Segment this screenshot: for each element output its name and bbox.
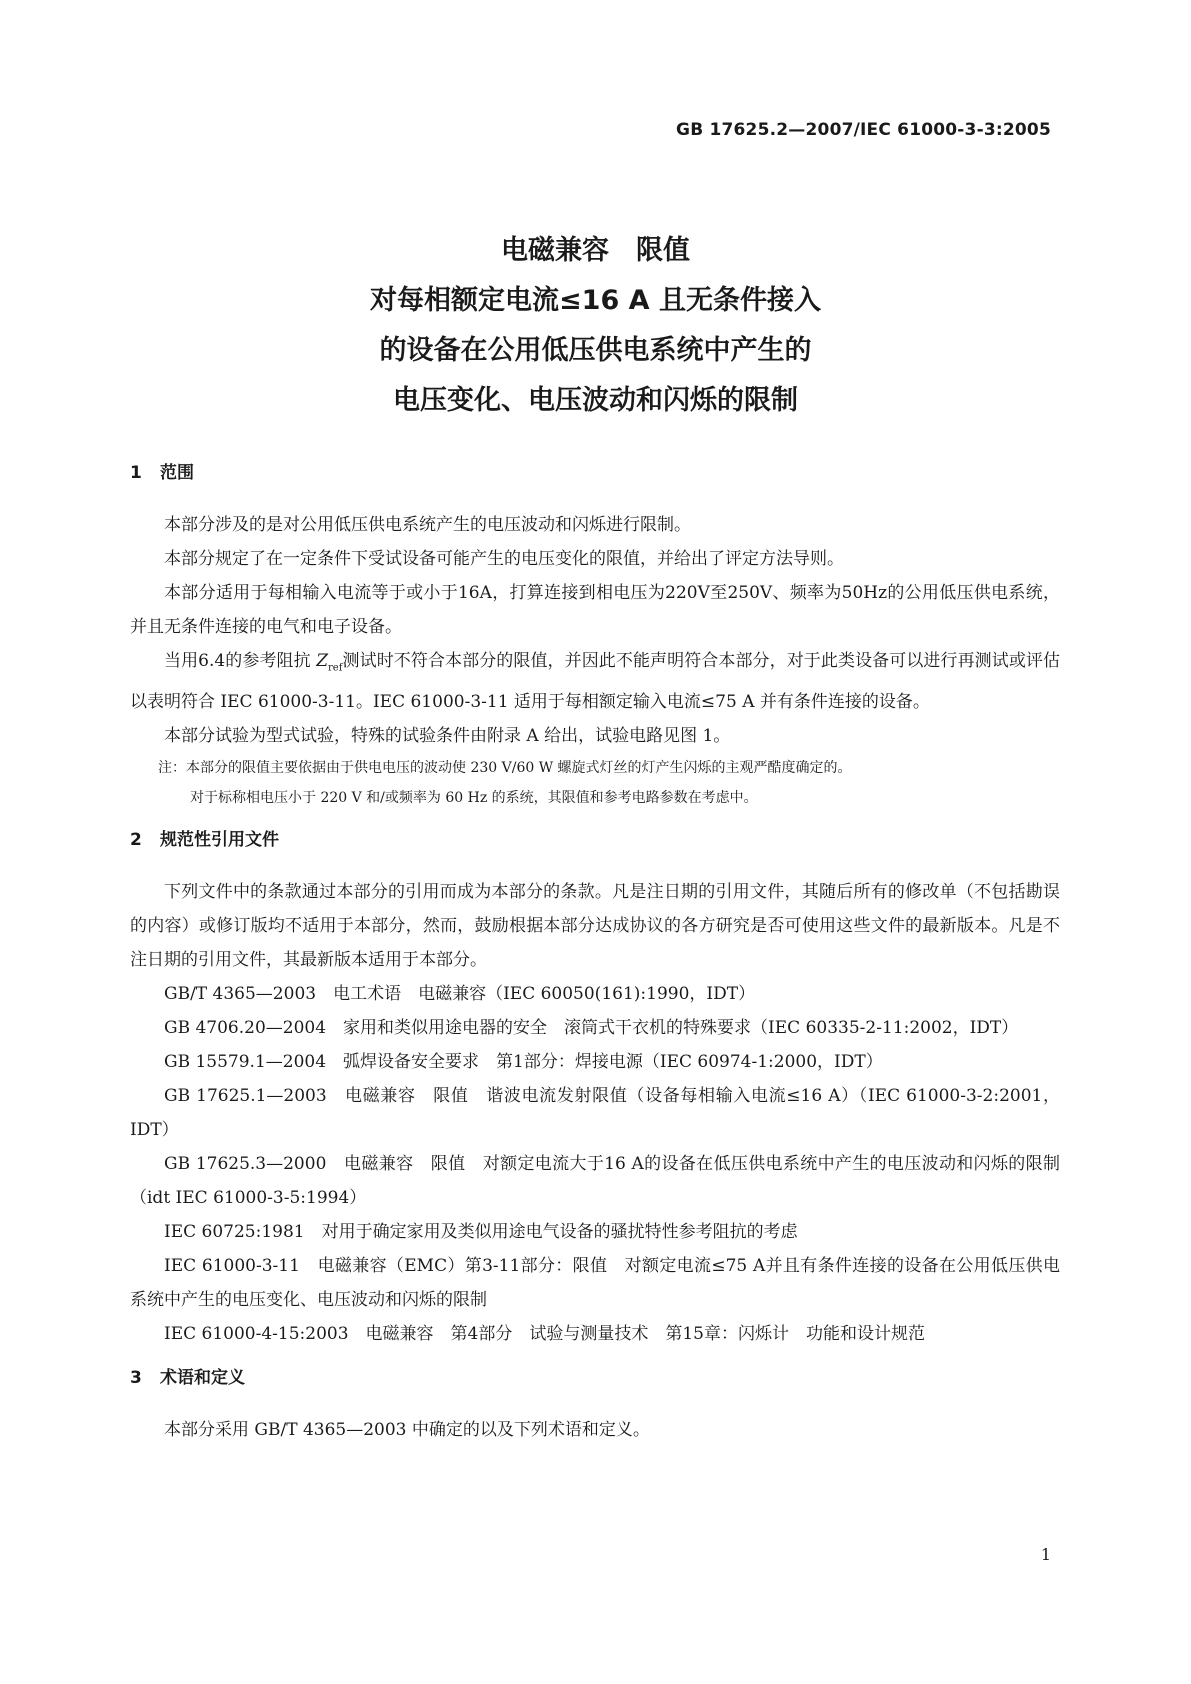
section-number: 2	[130, 830, 142, 851]
document-body	[130, 456, 1060, 1447]
title-line-3: 的设备在公用低压供电系统中产生的	[379, 335, 812, 366]
page-number: 1	[1040, 1545, 1051, 1564]
z-symbol: Z	[316, 651, 329, 671]
section-1-heading	[130, 456, 1060, 490]
reference-item: GB 15579.1—2004 弧焊设备安全要求 第1部分：焊接电源（IEC 60974-1:2000，IDT）	[164, 1052, 883, 1073]
standard-code: GB 17625.2—2007/IEC 61000-3-3:2005	[676, 120, 1051, 140]
paragraph: 下列文件中的条款通过本部分的引用而成为本部分的条款。凡是注日期的引用文件，其随后所有的修改单（不包括勘误的内容）或修订版均不适用于本部分，然而，鼓励根据本部分达成协议的各方研究是否可使用这些文件的最新版本。凡是不注日期的引用文件，其最新版本适用于本部分。	[130, 882, 1060, 971]
section-number: 3	[130, 1368, 142, 1389]
note-line-1: 注：本部分的限值主要依据由于供电电压的波动使 230 V/60 W 螺旋式灯丝的灯产生闪烁的主观严酷度确定的。	[158, 760, 852, 777]
note-line-2: 对于标称相电压小于 220 V 和/或频率为 60 Hz 的系统，其限值和参考电路参数在考虑中。	[190, 790, 758, 807]
reference-item: GB/T 4365—2003 电工术语 电磁兼容（IEC 60050(161):1990，IDT）	[164, 984, 756, 1005]
section-number: 1	[130, 463, 142, 483]
section-3-heading	[130, 1361, 1060, 1395]
note	[130, 753, 1060, 813]
paragraph: 本部分适用于每相输入电流等于或小于16A，打算连接到相电压为220V至250V、频率为50Hz的公用低压供电系统，并且无条件连接的电气和电子设备。	[130, 583, 1060, 637]
reference-item: GB 4706.20—2004 家用和类似用途电器的安全 滚筒式干衣机的特殊要求（IEC 60335-2-11:2002，IDT）	[164, 1018, 1019, 1039]
paragraph: 本部分涉及的是对公用低压供电系统产生的电压波动和闪烁进行限制。	[164, 515, 691, 535]
reference-item: GB 17625.1—2003 电磁兼容 限值 谐波电流发射限值（设备每相输入电流≤16 A）（IEC 61000-3-2:2001，IDT）	[130, 1086, 1060, 1141]
document-title	[0, 226, 1191, 426]
reference-item: IEC 60725:1981 对用于确定家用及类似用途电气设备的骚扰特性参考阻抗的考虑	[164, 1222, 798, 1243]
title-line-2: 对每相额定电流≤16 A 且无条件接入	[370, 285, 821, 316]
paragraph-impedance: 当用6.4的参考阻抗 $Z_{ref}$测试时不符合本部分的限值，并因此不能声明符合本部分，对于此类设备可以进行再测试或评估以表明符合 IEC 61000-3-11。IEC 61000-3-11 适用于每相额定输入电流≤75 A 并有条件连接的设备。	[130, 651, 1060, 713]
reference-item: GB 17625.3—2000 电磁兼容 限值 对额定电流大于16 A的设备在低压供电系统中产生的电压波动和闪烁的限制（idt IEC 61000-3-5:1994）	[130, 1154, 1060, 1209]
reference-item: IEC 61000-3-11 电磁兼容（EMC）第3-11部分：限值 对额定电流≤75 A并且有条件连接的设备在公用低压供电系统中产生的电压变化、电压波动和闪烁的限制	[130, 1256, 1060, 1311]
section-2-heading	[130, 823, 1060, 857]
section-title: 范围	[160, 463, 194, 483]
paragraph: 本部分采用 GB/T 4365—2003 中确定的以及下列术语和定义。	[164, 1420, 650, 1441]
paragraph: 本部分规定了在一定条件下受试设备可能产生的电压变化的限值，并给出了评定方法导则。	[164, 549, 844, 569]
title-line-1: 电磁兼容 限值	[501, 235, 690, 266]
section-title: 术语和定义	[160, 1368, 245, 1389]
paragraph: 本部分试验为型式试验，特殊的试验条件由附录 A 给出，试验电路见图 1。	[164, 726, 731, 747]
section-title: 规范性引用文件	[160, 830, 279, 851]
title-line-4: 电压变化、电压波动和闪烁的限制	[393, 385, 798, 416]
reference-item: IEC 61000-4-15:2003 电磁兼容 第4部分 试验与测量技术 第15章：闪烁计 功能和设计规范	[164, 1324, 925, 1345]
z-subscript: ref	[328, 662, 343, 674]
